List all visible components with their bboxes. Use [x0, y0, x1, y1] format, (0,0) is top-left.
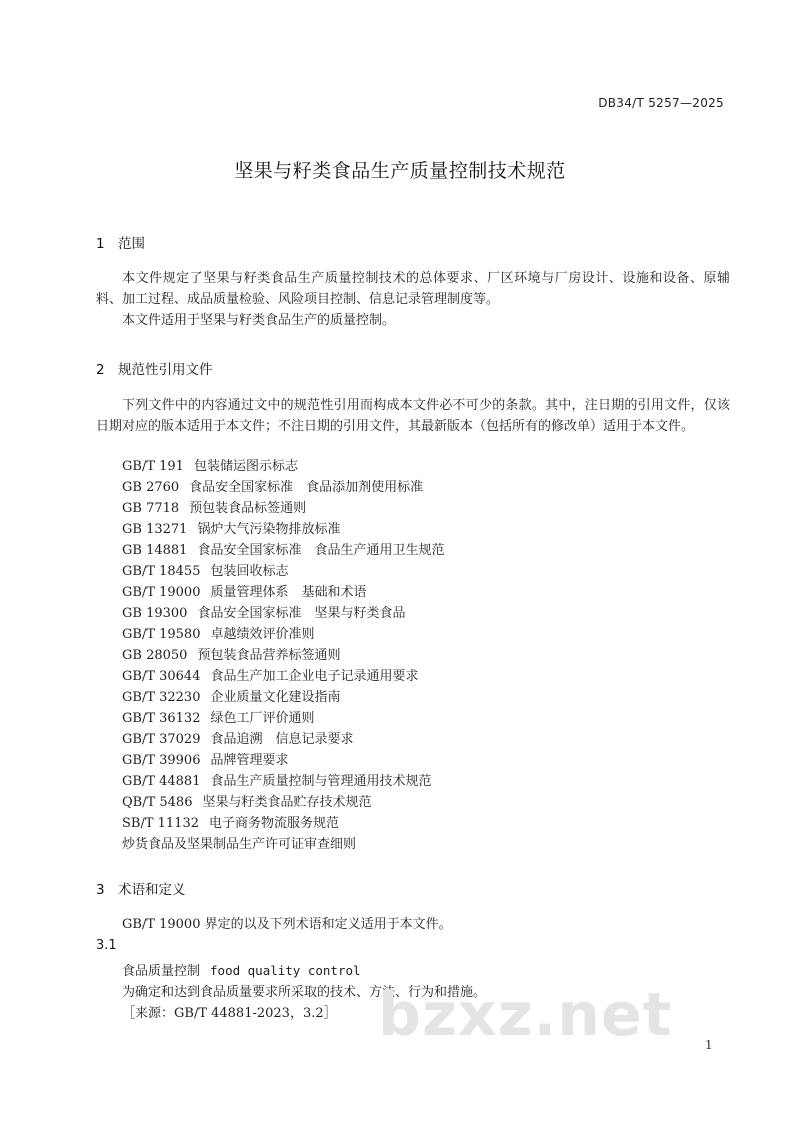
reference-item: GB 13271 锅炉大气污染物排放标准 — [122, 522, 341, 537]
reference-item: GB/T 191 包装储运图示标志 — [122, 459, 298, 474]
reference-item: GB 7718 预包装食品标签通则 — [122, 501, 307, 516]
scope-paragraph-1: 本文件规定了坚果与籽类食品生产质量控制技术的总体要求、厂区环境与厂房设计、设施和设备、原辅料、加工过程、成品质量检验、风险项目控制、信息记录管理制度等。 — [96, 271, 730, 307]
reference-list — [122, 456, 444, 855]
terms-intro: GB/T 19000 界定的以及下列术语和定义适用于本文件。 — [122, 917, 452, 932]
reference-item: GB/T 19000 质量管理体系 基础和术语 — [122, 585, 367, 600]
term-name-en: food quality control — [210, 963, 361, 978]
term-source: ［来源：GB/T 44881-2023，3.2］ — [122, 1006, 337, 1021]
term-heading — [122, 960, 361, 982]
reference-item: GB/T 18455 包装回收标志 — [122, 564, 289, 579]
reference-item: SB/T 11132 电子商务物流服务规范 — [122, 816, 340, 831]
section-number: 1 — [96, 236, 105, 252]
reference-item: GB 2760 食品安全国家标准 食品添加剂使用标准 — [122, 480, 424, 495]
reference-item: GB/T 44881 食品生产质量控制与管理通用技术规范 — [122, 774, 432, 789]
section-title: 范围 — [118, 236, 145, 252]
reference-item: GB 19300 食品安全国家标准 坚果与籽类食品 — [122, 606, 406, 621]
section-1-heading — [96, 232, 145, 252]
section-title: 术语和定义 — [118, 882, 186, 898]
term-definition: 为确定和达到食品质量要求所采取的技术、方法、行为和措施。 — [122, 985, 487, 1000]
term-name-cn: 食品质量控制 — [122, 964, 201, 979]
reference-item: 炒货食品及坚果制品生产许可证审查细则 — [122, 837, 357, 852]
section-number: 3 — [96, 882, 105, 898]
section-number: 2 — [96, 362, 105, 378]
reference-item: GB/T 32230 企业质量文化建设指南 — [122, 690, 341, 705]
section-title: 规范性引用文件 — [118, 362, 213, 378]
normative-references-intro: 下列文件中的内容通过文中的规范性引用而构成本文件必不可少的条款。其中，注日期的引用文件，仅该日期对应的版本适用于本文件；不注日期的引用文件，其最新版本（包括所有的修改单）适用于本文件。 — [96, 398, 730, 434]
reference-item: GB 28050 预包装食品营养标签通则 — [122, 648, 341, 663]
page-number: 1 — [705, 1038, 713, 1052]
document-title: 坚果与籽类食品生产质量控制技术规范 — [234, 160, 566, 182]
section-3-heading — [96, 878, 186, 898]
scope-paragraph-2: 本文件适用于坚果与籽类食品生产的质量控制。 — [122, 313, 396, 328]
reference-item: GB 14881 食品安全国家标准 食品生产通用卫生规范 — [122, 543, 445, 558]
reference-item: QB/T 5486 坚果与籽类食品贮存技术规范 — [122, 795, 372, 810]
reference-item: GB/T 39906 品牌管理要求 — [122, 753, 289, 768]
reference-item: GB/T 37029 食品追溯 信息记录要求 — [122, 732, 354, 747]
term-number: 3.1 — [96, 938, 117, 953]
section-2-heading — [96, 358, 213, 378]
document-code: DB34/T 5257—2025 — [598, 96, 724, 110]
reference-item: GB/T 30644 食品生产加工企业电子记录通用要求 — [122, 669, 419, 684]
reference-item: GB/T 19580 卓越绩效评价准则 — [122, 627, 315, 642]
watermark: bzxz.net — [378, 980, 673, 1050]
reference-item: GB/T 36132 绿色工厂评价通则 — [122, 711, 315, 726]
